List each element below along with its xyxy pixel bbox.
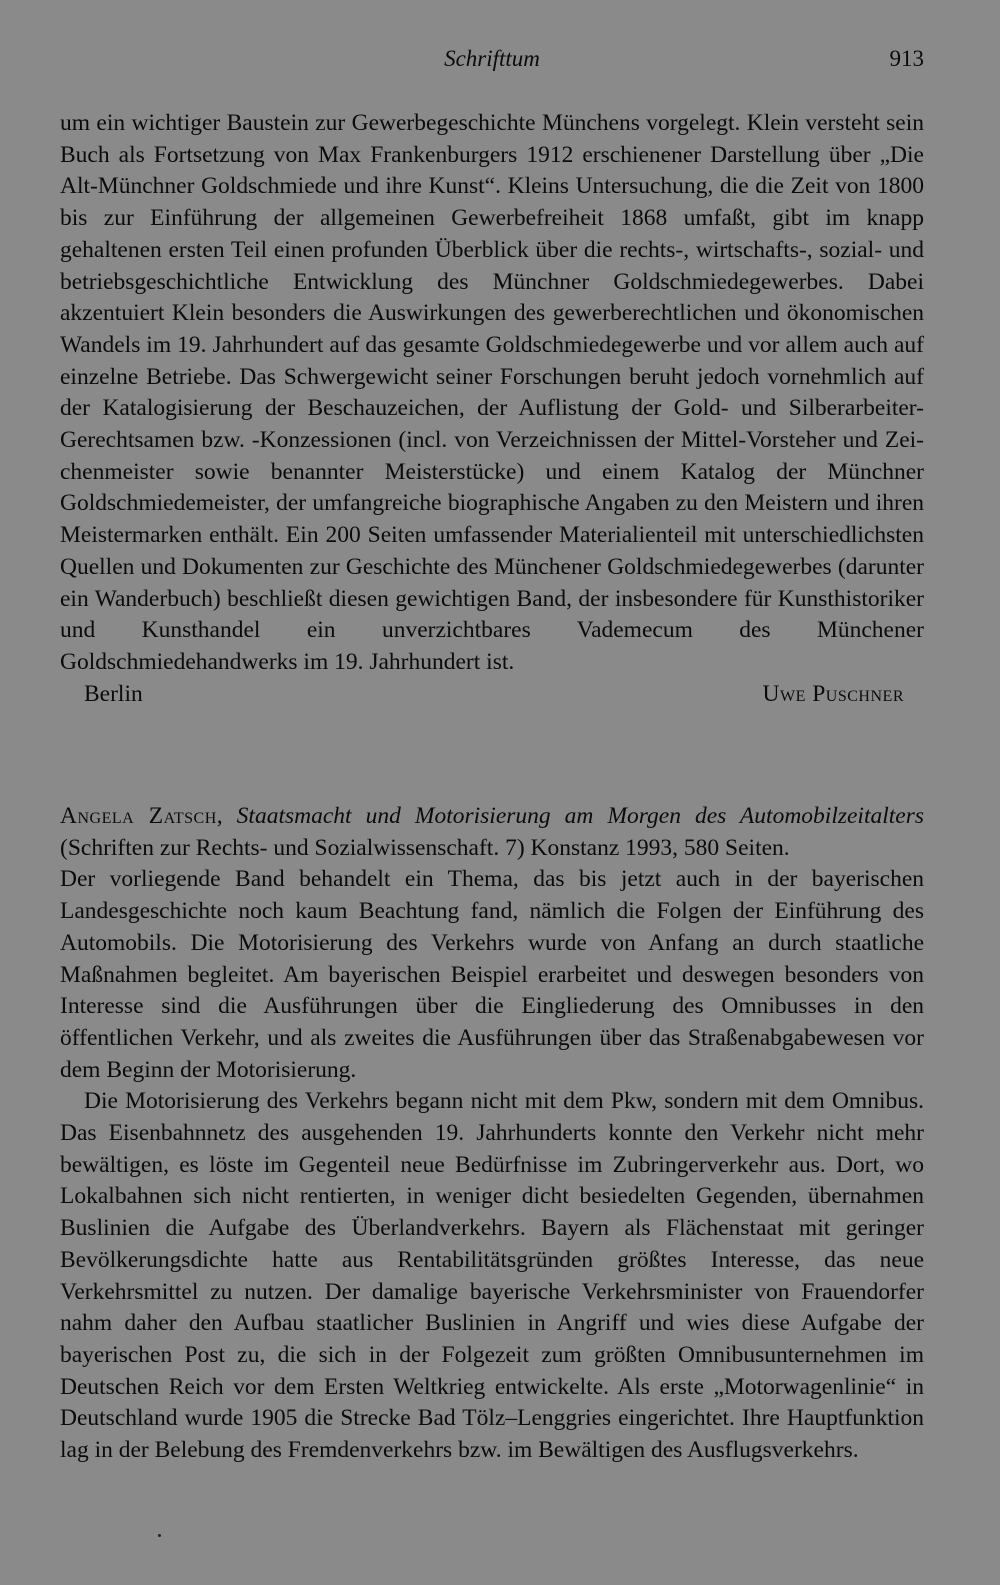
review-place: Berlin bbox=[84, 680, 143, 707]
reviewer-name: Uwe Puschner bbox=[762, 680, 904, 707]
review-bibliography: Angela Zatsch, Staatsmacht und Motorisierung am Morgen des Automobilzeitalters (Schriften zur Rechts- und Sozialwissenschaft. 7) Konstanz 1993, 580 Seiten. bbox=[60, 803, 925, 861]
book-author: Angela Zatsch bbox=[60, 803, 217, 829]
review-paragraph: Die Motorisierung des Verkehrs begann nicht mit dem Pkw, sondern mit dem Omnibus. Das Eisenbahnnetz des ausgehenden 19. Jahrhunderts konnte den Verkehr nicht mehr bewältigen, es löste im Gegenteil neue Bedürfnisse im Zubringerverkehr aus. Dort, wo Lokalbahnen sich nicht rentierten, in weniger dicht besiedelten Gegenden, übernahmen Buslinien die Aufgabe des Überlandverkehrs. Bayern als Flächenstaat mit geringer Bevölkerungsdichte hatte aus Rentabilitätsgründen größtes Interesse, das neue Verkehrsmittel zu nutzen. Der damalige bayerische Verkehrsminister von Frauendorfer nahm daher den Aufbau staatlicher Buslinien in Angriff und wies diese Aufgabe der bayerischen Post zu, die sich in der Folgezeit zum größten Omnibusunternehmen im Deutschen Reich vor dem Ersten Weltkrieg entwickelte. Als erste „Motorwagenlinie“ in Deutschland wurde 1905 die Strecke Bad Tölz–Lenggries eingerichtet. Ihre Hauptfunktion lag in der Belebung des Fremdenverkehrs bzw. im Bewältigen des Ausflugsverkehrs. bbox=[60, 1088, 924, 1464]
stray-ink-mark bbox=[158, 1534, 161, 1537]
page-number: 913 bbox=[889, 46, 924, 71]
review-entry bbox=[60, 801, 924, 1467]
review-paragraph: um ein wichtiger Baustein zur Gewerbegeschichte Münchens vorgelegt. Klein versteht sein Buch als Fortsetzung von Max Frankenburgers 1912 erschienener Darstellung über „Die Alt-Münchner Goldschmiede und ihre Kunst“. Kleins Untersuchung, die die Zeit von 1800 bis zur Einführung der allgemeinen Gewerbefreiheit 1868 umfaßt, gibt im knapp gehaltenen ersten Teil einen profunden Überblick über die rechts-, wirtschafts-, sozial- und betriebsgeschichtliche Entwicklung des Münchner Goldschmiedegewerbes. Dabei akzentuiert Klein besonders die Auswirkungen des gewerberechtlichen und ökonomischen Wandels im 19. Jahrhundert auf das gesamte Goldschmiedegewerbe und vor allem auch auf einzelne Betriebe. Das Schwergewicht seiner Forschungen beruht jedoch vornehmlich auf der Katalogisierung der Beschauzeichen, der Auflistung der Gold- und Silberarbeiter-Gerechtsamen bzw. -Konzessionen (incl. von Verzeichnissen der Mittel-Vorsteher und Zeichenmeister sowie benannter Meisterstücke) und einem Katalog der Münchner Goldschmiedemeister, der umfangreiche biographische Angaben zu den Meistern und ihren Meistermarken enthält. Ein 200 Seiten umfassender Materialienteil mit unterschiedlichsten Quellen und Dokumenten zur Geschichte des Münchener Goldschmiedegewerbes (darunter ein Wanderbuch) beschließt diesen gewichtigen Band, der insbesondere für Kunsthistoriker und Kunsthandel ein unverzichtbares Vademecum des Münchener Goldschmiedehandwerks im 19. Jahrhundert ist. bbox=[60, 110, 924, 675]
running-title: Schrifttum bbox=[444, 46, 540, 71]
review-paragraph: Der vorliegende Band behandelt ein Thema, das bis jetzt auch in der bayerischen Landesgeschichte noch kaum Beachtung fand, nämlich die Folgen der Einführung des Automobils. Die Motorisierung des Verkehrs wurde von Anfang an durch staatliche Maßnahmen begleitet. Am bayerischen Beispiel erarbeitet und deswegen besonders von Interesse sind die Ausführungen über die Eingliederung des Omnibusses in den öffentlichen Verkehr, und als zweites die Ausführungen über das Straßenabgabewesen vor dem Beginn der Motorisierung. bbox=[60, 866, 924, 1083]
book-title: Staatsmacht und Motorisierung am Morgen des Automobilzeitalters bbox=[236, 803, 925, 829]
running-head bbox=[60, 46, 924, 76]
review-continuation bbox=[60, 108, 924, 710]
review-signature bbox=[60, 679, 924, 711]
book-citation: (Schriften zur Rechts- und Sozialwissenschaft. 7) Konstanz 1993, 580 Seiten. bbox=[60, 834, 790, 861]
